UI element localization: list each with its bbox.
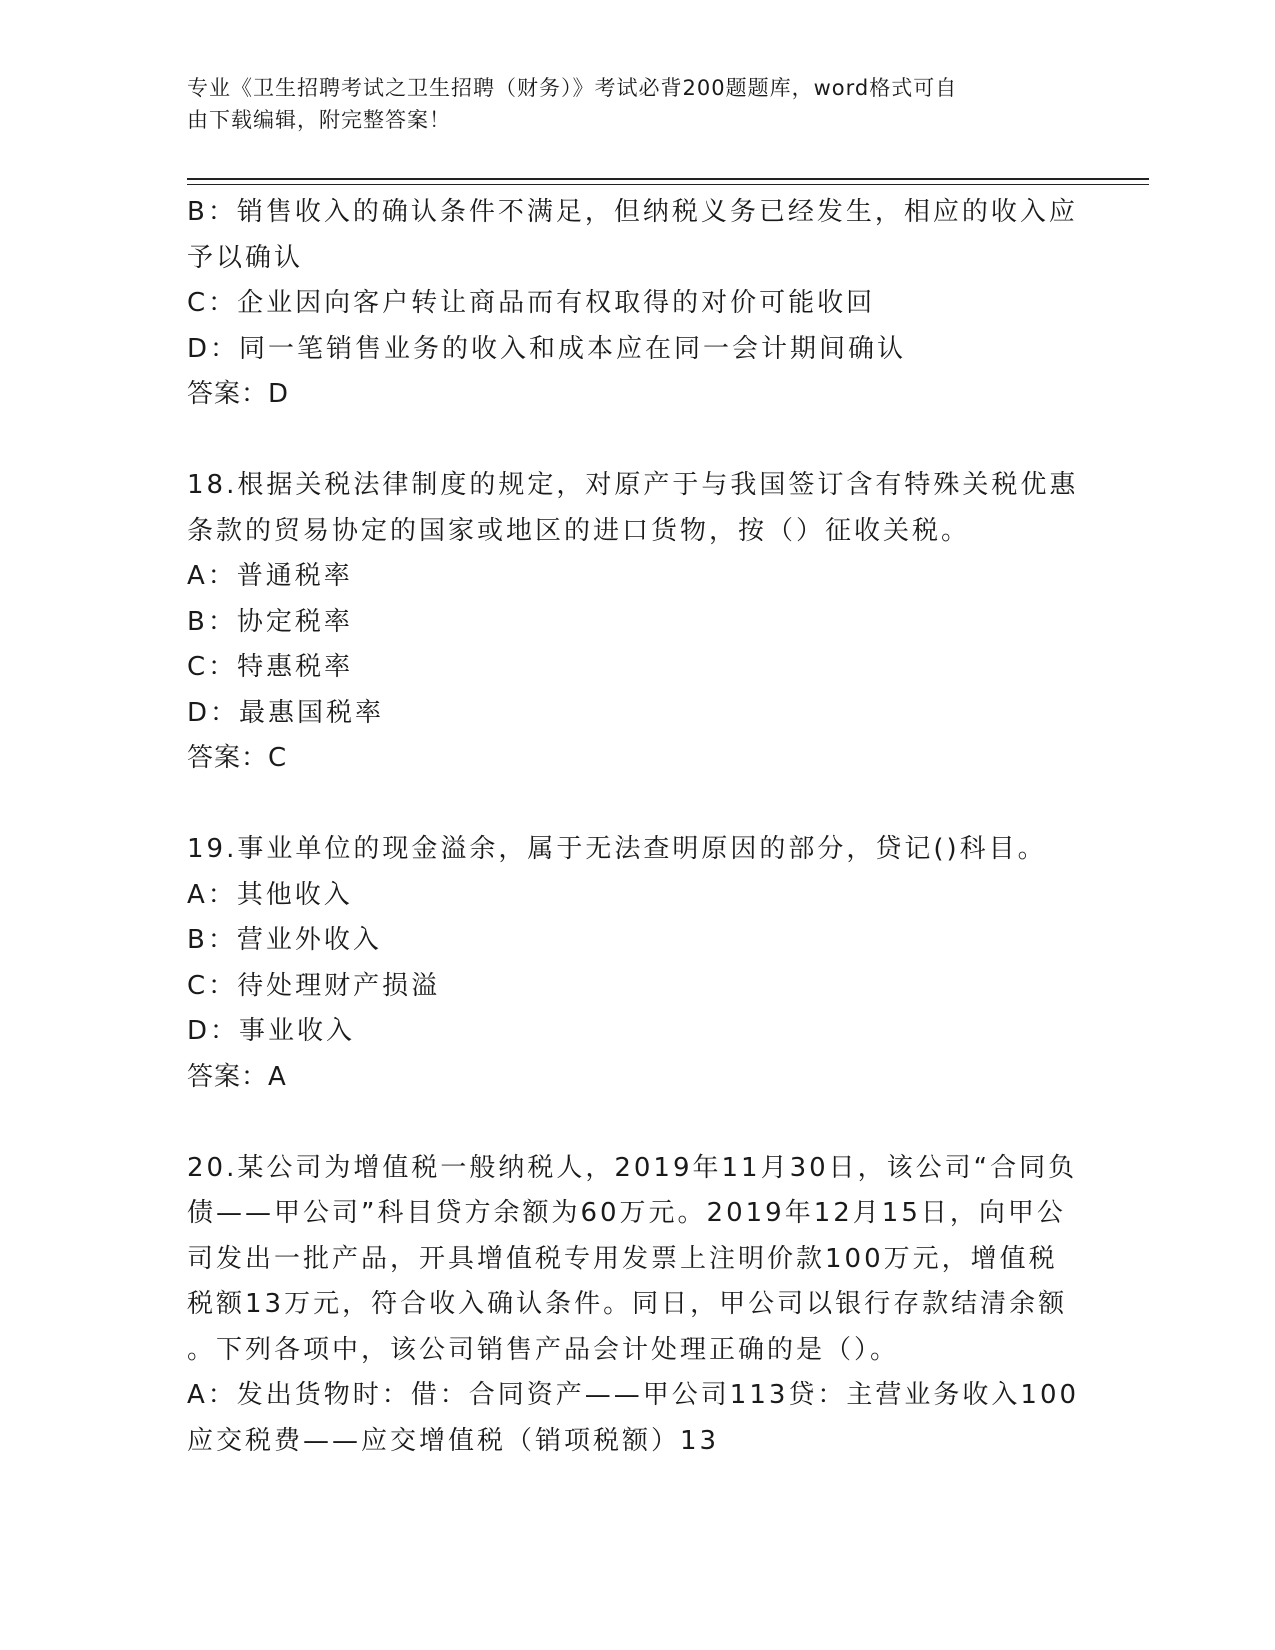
q19-option-d: D：事业收入 — [187, 1016, 356, 1046]
q19-answer: 答案：A — [187, 1061, 287, 1092]
q17-option-c: C：企业因向客户转让商品而有权取得的对价可能收回 — [187, 288, 876, 318]
spacer — [187, 418, 1087, 464]
q20-stem-line-1: 20.某公司为增值税一般纳税人，2019年11月30日，该公司“合同负 — [187, 1152, 1078, 1183]
q19-option-b: B：营业外收入 — [187, 925, 382, 955]
q20-option-a-line-2: 应交税费——应交增值税（销项税额）13 — [187, 1425, 720, 1456]
q19-option-a: A：其他收入 — [187, 879, 353, 910]
q17-option-d: D：同一笔销售业务的收入和成本应在同一会计期间确认 — [187, 333, 907, 364]
spacer — [187, 782, 1087, 828]
q20-stem-line-2: 债——甲公司”科目贷方余额为60万元。2019年12月15日，向甲公 — [187, 1198, 1066, 1228]
q20-stem-line-3: 司发出一批产品，开具增值税专用发票上注明价款100万元，增值税 — [187, 1243, 1058, 1274]
q17-option-b-line-1: B：销售收入的确认条件不满足，但纳税义务已经发生，相应的收入应 — [187, 197, 1078, 227]
header-rule-thick — [187, 178, 1149, 180]
q19-option-c: C：待处理财产损溢 — [187, 970, 441, 1001]
header-line-1: 专业《卫生招聘考试之卫生招聘（财务）》考试必背200题题库，word格式可自 — [187, 76, 958, 100]
header-rule-thin — [187, 184, 1149, 185]
q18-option-b: B：协定税率 — [187, 606, 353, 637]
q18-stem-line-1: 18.根据关税法律制度的规定，对原产于与我国签订含有特殊关税优惠 — [187, 470, 1079, 500]
header-line-2: 由下载编辑，附完整答案！ — [187, 108, 451, 132]
q20-stem-line-4: 税额13万元，符合收入确认条件。同日，甲公司以银行存款结清余额 — [187, 1289, 1068, 1319]
q17-option-b-line-2: 予以确认 — [187, 242, 304, 273]
q20-option-a-line-1: A：发出货物时：借：合同资产——甲公司113贷：主营业务收入100 — [187, 1380, 1080, 1410]
q18-stem-line-2: 条款的贸易协定的国家或地区的进口货物，按（）征收关税。 — [187, 515, 971, 546]
q19-stem: 19.事业单位的现金溢余，属于无法查明原因的部分，贷记()科目。 — [187, 834, 1047, 864]
q17-answer: 答案：D — [187, 379, 290, 409]
q18-option-d: D：最惠国税率 — [187, 697, 385, 728]
q18-option-c: C：特惠税率 — [187, 652, 354, 682]
q18-answer: 答案：C — [187, 743, 288, 773]
q20-stem-line-5: 。下列各项中，该公司销售产品会计处理正确的是（）。 — [187, 1334, 900, 1365]
q18-option-a: A：普通税率 — [187, 561, 353, 591]
document-body — [187, 190, 1087, 1464]
document-header — [187, 72, 1067, 136]
spacer — [187, 1100, 1087, 1146]
